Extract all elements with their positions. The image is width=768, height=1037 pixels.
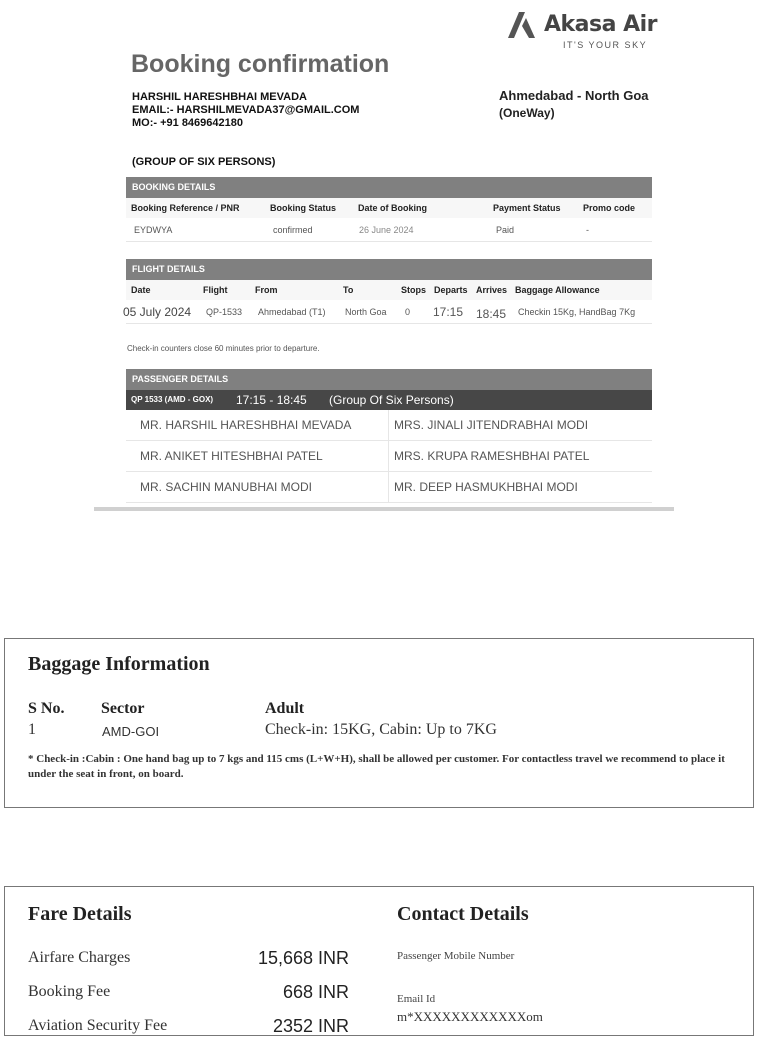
to-value: North Goa: [345, 307, 387, 317]
departs-value: 17:15: [433, 305, 464, 319]
passenger-details-section: [126, 369, 652, 503]
akasa-logo-icon: [508, 12, 538, 38]
booking-details-section: [126, 177, 652, 242]
baggage-title: Baggage Information: [28, 653, 210, 675]
fare-label-aviation-security: Aviation Security Fee: [28, 1017, 168, 1034]
baggage-sno-value: 1: [28, 721, 36, 738]
passenger-name: HARSHIL HARESHBHAI MEVADA: [132, 91, 307, 103]
fare-amount-airfare: 15,668 INR: [257, 948, 349, 968]
passenger-row: [126, 441, 652, 472]
contact-mobile-label: Passenger Mobile Number: [397, 950, 515, 962]
section-bottom-rule: [94, 507, 674, 511]
passenger-name-cell: MR. SACHIN MANUBHAI MODI: [140, 480, 313, 494]
col-date: Date: [131, 285, 151, 295]
contact-title: Contact Details: [397, 903, 529, 925]
booking-details-value-row: [126, 218, 652, 242]
passenger-name-cell: MRS. KRUPA RAMESHBHAI PATEL: [394, 449, 590, 463]
passenger-flight-code: QP 1533 (AMD - GOX): [131, 395, 214, 404]
route-cities: Ahmedabad - North Goa: [499, 88, 649, 103]
passenger-name-cell: MR. DEEP HASMUKHBHAI MODI: [394, 480, 578, 494]
from-value: Ahmedabad (T1): [258, 307, 326, 317]
date-of-booking-value: 26 June 2024: [359, 225, 414, 235]
brand-name: Akasa Air: [544, 12, 658, 37]
stops-value: 0: [405, 307, 411, 317]
flight-date-value: 05 July 2024: [123, 305, 192, 319]
col-booking-status: Booking Status: [270, 203, 337, 213]
passenger-row: [126, 472, 652, 503]
col-to: To: [343, 285, 354, 295]
passenger-name-cell: MR. ANIKET HITESHBHAI PATEL: [140, 449, 323, 463]
pnr-value: EYDWYA: [134, 225, 173, 235]
page-title: Booking confirmation: [131, 50, 390, 78]
fare-label-booking-fee: Booking Fee: [28, 983, 111, 1000]
baggage-note: * Check-in :Cabin : One hand bag up to 7 kgs and 115 cms (L+W+H), shall be allowed per customer. For contactless travel we recommend to place it under the seat in front, on board.: [28, 753, 725, 780]
fare-label-airfare: Airfare Charges: [28, 949, 131, 966]
passenger-group-label: (Group Of Six Persons): [329, 393, 454, 407]
passenger-name-grid: [126, 410, 652, 503]
promo-code-value: -: [586, 225, 589, 235]
fare-contact-box: [4, 886, 754, 1036]
passenger-flight-time: 17:15 - 18:45: [236, 393, 307, 407]
passenger-mobile: MO:- +91 8469642180: [132, 117, 243, 129]
passenger-row: [126, 410, 652, 441]
fare-amount-booking-fee: 668 INR: [282, 982, 349, 1002]
fare-amount-aviation-security: 2352 INR: [272, 1016, 349, 1036]
flight-details-value-row: [123, 300, 652, 324]
passenger-details-heading: PASSENGER DETAILS: [126, 369, 652, 390]
trip-type: (OneWay): [499, 106, 555, 120]
passenger-email: EMAIL:- HARSHILMEVADA37@GMAIL.COM: [132, 104, 360, 116]
col-flight: Flight: [203, 285, 228, 295]
baggage-col-adult: Adult: [265, 700, 305, 717]
col-pnr: Booking Reference / PNR: [131, 203, 240, 213]
fare-title: Fare Details: [28, 903, 132, 925]
baggage-sector-value: AMD-GOI: [102, 724, 160, 739]
col-from: From: [255, 285, 278, 295]
booking-status-value: confirmed: [273, 225, 313, 235]
col-stops: Stops: [401, 285, 427, 295]
baggage-adult-value: Check-in: 15KG, Cabin: Up to 7KG: [265, 721, 497, 738]
baggage-col-sector: Sector: [101, 700, 145, 717]
brand-tagline: IT'S YOUR SKY: [563, 40, 648, 50]
baggage-allowance-value: Checkin 15Kg, HandBag 7Kg: [518, 307, 636, 317]
flight-details-section: [123, 259, 652, 324]
baggage-col-sno: S No.: [28, 700, 65, 717]
col-date-of-booking: Date of Booking: [358, 203, 427, 213]
payment-status-value: Paid: [496, 225, 515, 235]
col-departs: Departs: [434, 285, 468, 295]
group-note: (GROUP OF SIX PERSONS): [132, 156, 276, 168]
passenger-flight-bar: [126, 390, 652, 410]
contact-email-value: m*XXXXXXXXXXXXom: [397, 1009, 543, 1024]
route-summary: [499, 87, 659, 122]
akasa-air-logo: [508, 12, 658, 56]
flight-details-heading: FLIGHT DETAILS: [126, 259, 652, 280]
booking-details-header-row: [126, 198, 652, 218]
flight-details-header-row: [126, 280, 652, 300]
passenger-contact-block: [132, 91, 359, 130]
checkin-note: Check-in counters close 60 minutes prior to departure.: [127, 344, 320, 353]
baggage-information-box: [4, 638, 754, 808]
contact-email-label: Email Id: [397, 993, 436, 1005]
passenger-name-cell: MRS. JINALI JITENDRABHAI MODI: [394, 418, 589, 432]
col-promo-code: Promo code: [583, 203, 636, 213]
col-arrives: Arrives: [476, 285, 508, 295]
booking-details-heading: BOOKING DETAILS: [126, 177, 652, 198]
col-payment-status: Payment Status: [493, 203, 561, 213]
col-baggage-allowance: Baggage Allowance: [515, 285, 600, 295]
passenger-name-cell: MR. HARSHIL HARESHBHAI MEVADA: [140, 418, 352, 432]
flight-number-value: QP-1533: [206, 307, 243, 317]
arrives-value: 18:45: [476, 307, 507, 321]
